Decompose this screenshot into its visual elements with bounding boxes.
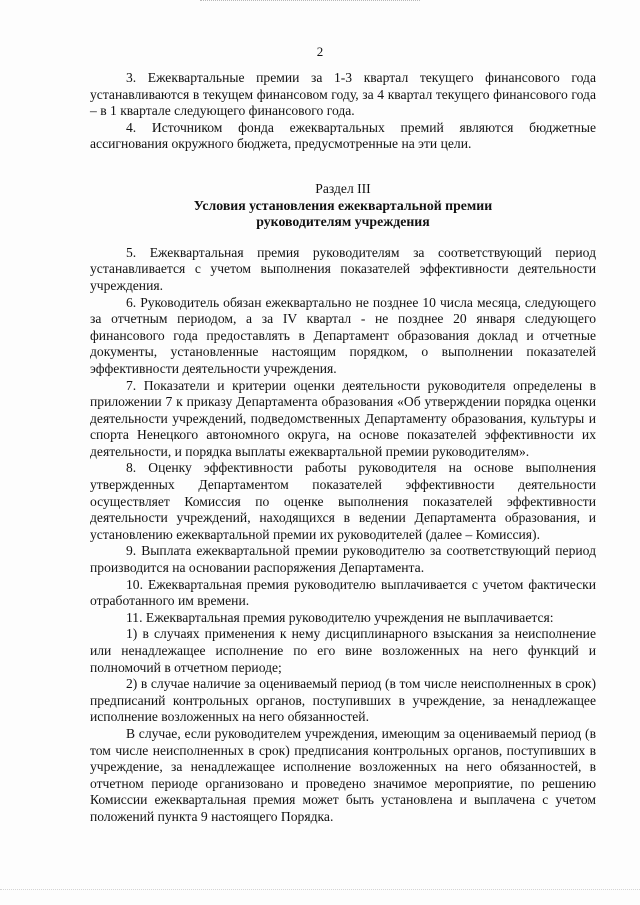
paragraph-11-item-1: 1) в случаях применения к нему дисциплинарного взыскания за неисполнение или ненадлежащее исполнение по его вине возложенных на него функций и полномочий в отчетном периоде; [90, 626, 596, 675]
spacer [90, 153, 596, 167]
paragraph-6: 6. Руководитель обязан ежеквартально не позднее 10 числа месяца, следующего за отчетным периодом, а за IV квартал - не позднее 20 января следующего финансового года предоставлять в Департамент образования доклад и отчетные документы, установленные настоящим порядком, о выполнении показателей эффективности деятельности учреждения. [90, 294, 596, 376]
paragraph-3: 3. Ежеквартальные премии за 1-3 квартал текущего финансового года устанавливаются в текущем финансовом году, за 4 квартал текущего финансового года – в 1 квартале следующего финансового года. [90, 70, 596, 119]
paragraph-4: 4. Источником фонда ежеквартальных премий являются бюджетные ассигнования окружного бюджета, предусмотренные на эти цели. [90, 119, 596, 152]
spacer [90, 231, 596, 245]
paragraph-7: 7. Показатели и критерии оценки деятельности руководителя определены в приложении 7 к приказу Департамента образования «Об утверждении порядка оценки деятельности учреждений, подведомственных Департаменту образования, культуры и спорта Ненецкого автономного округа, на основе показателей эффективности их деятельности, и порядка выплаты ежеквартальной премии руководителям». [90, 377, 596, 459]
section-title-line-1: Условия установления ежеквартальной премии [193, 197, 493, 213]
paragraph-10: 10. Ежеквартальная премия руководителю выплачивается с учетом фактически отработанного им времени. [90, 576, 596, 609]
page-number: 2 [316, 44, 324, 59]
section-title-line-2: руководителям учреждения [256, 214, 430, 230]
document-body [90, 70, 596, 826]
section-label: Раздел III [315, 180, 371, 196]
scan-bottom-edge [0, 889, 640, 891]
paragraph-exception: В случае, если руководителем учреждения, имеющим за оцениваемый период (в том числе неисполненных в срок) предписания контрольных органов, поступивших в учреждение, за ненадлежащее исполнение возложенных на него обязанностей, в отчетном периоде организовано и проведено значимое мероприятие, по решению Комиссии ежеквартальная премия может быть установлена и выплачена с учетом положений пункта 9 настоящего Порядка. [90, 725, 596, 824]
paragraph-11: 11. Ежеквартальная премия руководителю учреждения не выплачивается: [126, 609, 554, 625]
paragraph-9: 9. Выплата ежеквартальной премии руководителю за соответствующий период производится на основании распоряжения Департамента. [90, 543, 596, 576]
paragraph-11-item-2: 2) в случае наличие за оцениваемый период (в том числе неисполненных в срок) предписаний контрольных органов, поступивших в учреждение, за ненадлежащее исполнение возложенных на него обязанностей. [90, 676, 596, 725]
paragraph-8: 8. Оценку эффективности работы руководителя на основе выполнения утвержденных Департаментом показателей эффективности деятельности осуществляет Комиссия по оценке выполнения показателей эффективности деятельности учреждений, находящихся в ведении Департамента образования, и установлению ежеквартальной премии их руководителей (далее – Комиссия). [90, 460, 596, 542]
scan-top-edge [200, 0, 420, 5]
paragraph-5: 5. Ежеквартальная премия руководителям за соответствующий период устанавливается с учетом выполнения показателей эффективности деятельности учреждения. [90, 244, 596, 293]
